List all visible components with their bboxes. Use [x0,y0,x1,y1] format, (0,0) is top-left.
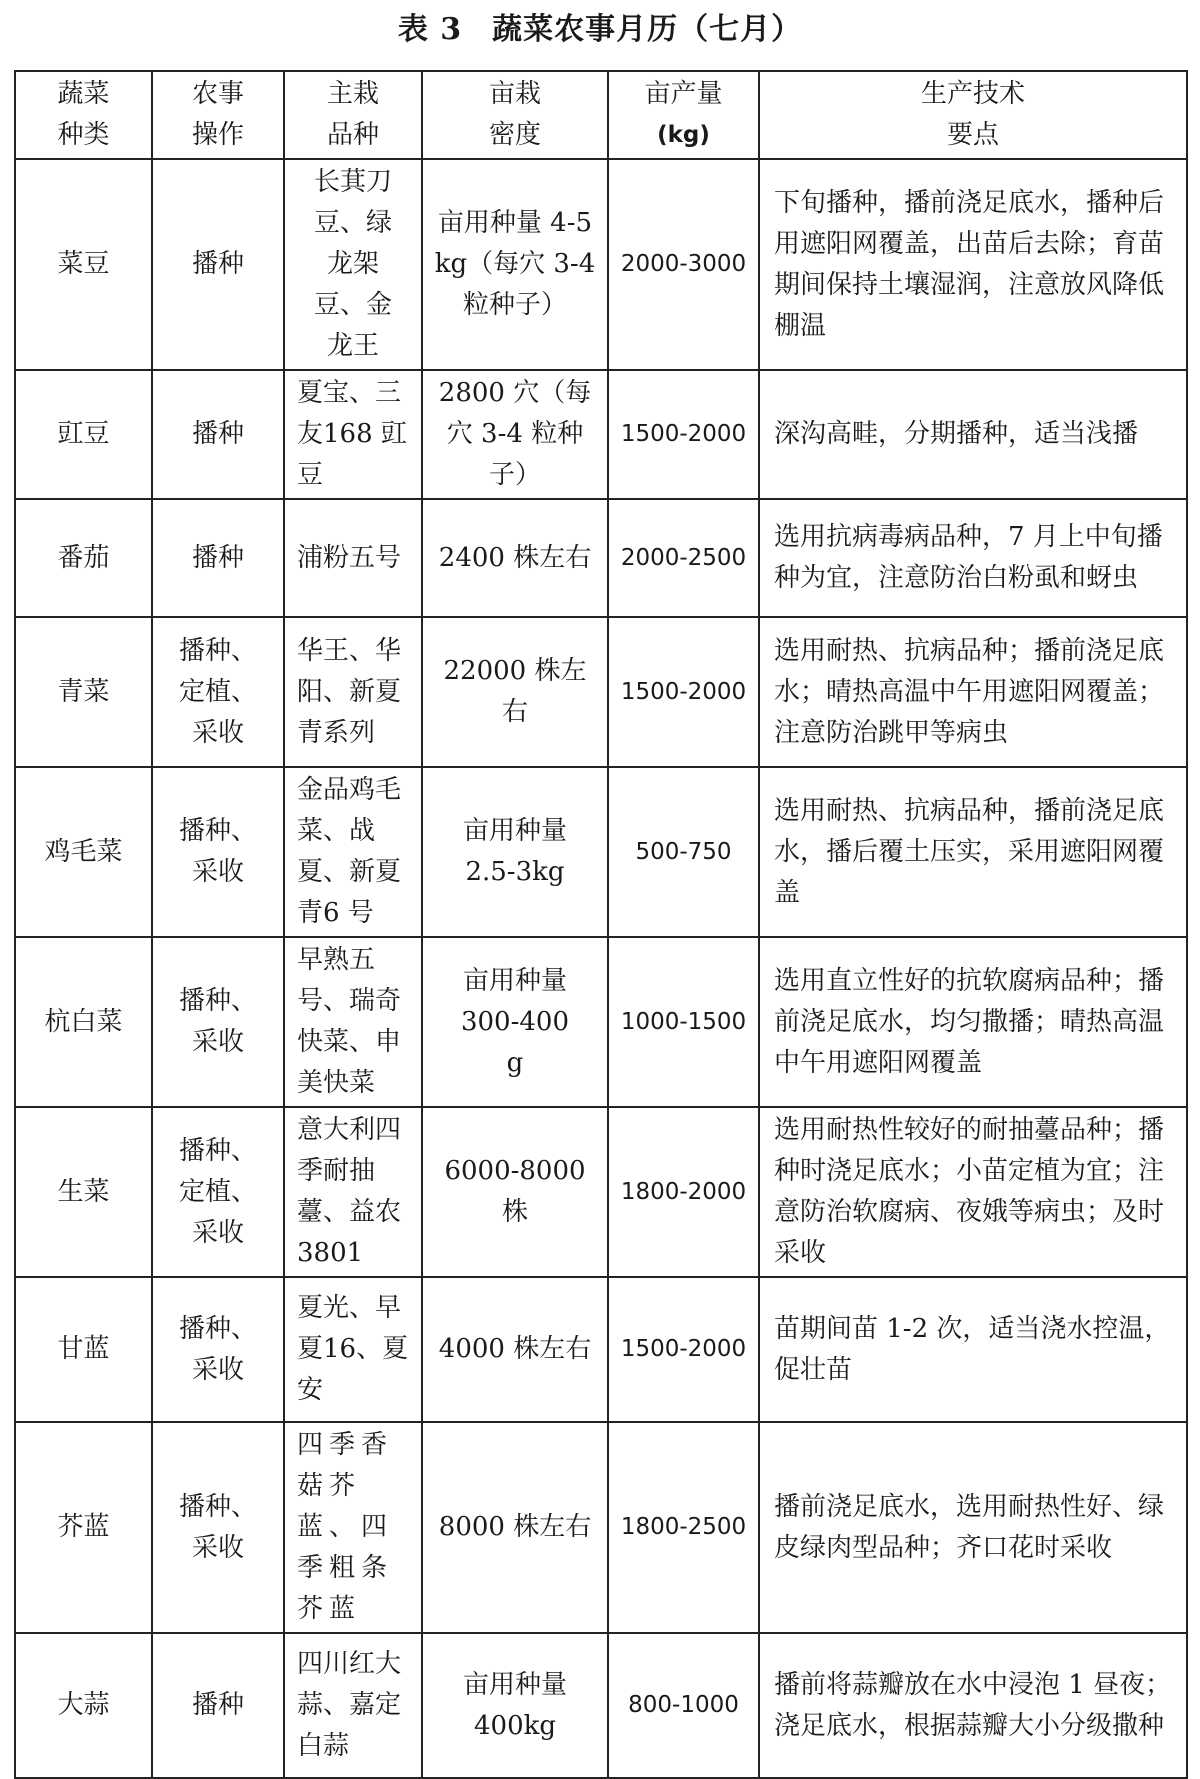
cell-type: 大蒜 [15,1633,152,1778]
cell-variety: 早熟五号、瑞奇快菜、申美快菜 [284,937,422,1107]
table-row [15,499,1187,617]
cell-variety: 四季香菇芥蓝、四季粗条芥蓝 [284,1422,422,1633]
cell-tech: 播前将蒜瓣放在水中浸泡 1 昼夜；浇足底水，根据蒜瓣大小分级撒种 [759,1633,1187,1778]
header-tech-line2: 要点 [946,120,999,150]
cell-operation: 播种、采收 [152,1277,284,1422]
table-row [15,1107,1187,1277]
cell-density: 2400 株左右 [422,499,608,617]
header-yield-line1: 亩产量 [644,79,723,109]
header-variety-line2: 品种 [326,120,379,150]
cell-density: 22000 株左右 [422,617,608,767]
farming-calendar-table [14,70,1188,1779]
cell-yield: 500-750 [608,767,759,937]
table-row [15,370,1187,499]
cell-operation: 播种、采收 [152,1422,284,1633]
cell-operation: 播种、定植、采收 [152,617,284,767]
cell-type: 杭白菜 [15,937,152,1107]
table-row [15,617,1187,767]
header-yield [608,71,759,159]
table-row [15,159,1187,370]
cell-yield: 2000-2500 [608,499,759,617]
cell-yield: 1800-2500 [608,1422,759,1633]
cell-variety: 四川红大蒜、嘉定白蒜 [284,1633,422,1778]
header-tech [759,71,1187,159]
header-operation-line1: 农事 [191,79,244,109]
cell-density: 亩用种量 400kg [422,1633,608,1778]
cell-variety: 意大利四季耐抽薹、益农3801 [284,1107,422,1277]
cell-density: 亩用种量 2.5-3kg [422,767,608,937]
cell-yield: 1800-2000 [608,1107,759,1277]
header-density [422,71,608,159]
cell-tech: 深沟高畦，分期播种，适当浅播 [759,370,1187,499]
cell-variety: 浦粉五号 [284,499,422,617]
header-variety [284,71,422,159]
cell-yield: 1500-2000 [608,1277,759,1422]
header-yield-line2: (kg) [657,122,710,148]
header-operation-line2: 操作 [191,120,244,150]
cell-variety: 金品鸡毛菜、战夏、新夏青6 号 [284,767,422,937]
cell-type: 菜豆 [15,159,152,370]
cell-tech: 选用抗病毒病品种，7 月上中旬播种为宜，注意防治白粉虱和蚜虫 [759,499,1187,617]
cell-tech: 选用直立性好的抗软腐病品种；播前浇足底水，均匀撒播；晴热高温中午用遮阳网覆盖 [759,937,1187,1107]
table-row [15,1633,1187,1778]
cell-type: 青菜 [15,617,152,767]
header-row [15,71,1187,159]
header-vegetable-type-line1: 蔬菜 [57,79,110,109]
header-density-line1: 亩栽 [488,79,541,109]
cell-operation: 播种、采收 [152,937,284,1107]
cell-tech: 下旬播种，播前浇足底水，播种后用遮阳网覆盖，出苗后去除；育苗期间保持土壤湿润，注意放风降低棚温 [759,159,1187,370]
cell-operation: 播种、定植、采收 [152,1107,284,1277]
cell-type: 生菜 [15,1107,152,1277]
cell-tech: 选用耐热性较好的耐抽薹品种；播种时浇足底水；小苗定植为宜；注意防治软腐病、夜娥等病虫；及时采收 [759,1107,1187,1277]
cell-yield: 1500-2000 [608,617,759,767]
cell-operation: 播种 [152,159,284,370]
cell-yield: 2000-3000 [608,159,759,370]
cell-type: 甘蓝 [15,1277,152,1422]
cell-tech: 苗期间苗 1-2 次，适当浇水控温，促壮苗 [759,1277,1187,1422]
cell-variety: 夏光、早夏16、夏安 [284,1277,422,1422]
table-row [15,1277,1187,1422]
table-number: 表 3 [397,12,463,47]
cell-yield: 1000-1500 [608,937,759,1107]
cell-density: 6000-8000 株 [422,1107,608,1277]
cell-variety: 长萁刀豆、绿龙架豆、金龙王 [284,159,422,370]
cell-operation: 播种 [152,370,284,499]
table-title [0,8,1200,52]
cell-yield: 800-1000 [608,1633,759,1778]
cell-operation: 播种 [152,1633,284,1778]
cell-tech: 选用耐热、抗病品种；播前浇足底水；晴热高温中午用遮阳网覆盖；注意防治跳甲等病虫 [759,617,1187,767]
cell-density: 亩用种量 300-400g [422,937,608,1107]
header-tech-line1: 生产技术 [920,79,1025,109]
table-row [15,1422,1187,1633]
cell-tech: 播前浇足底水，选用耐热性好、绿皮绿肉型品种；齐口花时采收 [759,1422,1187,1633]
header-vegetable-type-line2: 种类 [57,120,110,150]
cell-density: 4000 株左右 [422,1277,608,1422]
table-row [15,767,1187,937]
header-vegetable-type [15,71,152,159]
cell-type: 豇豆 [15,370,152,499]
cell-density: 2800 穴（每穴 3-4 粒种子） [422,370,608,499]
cell-variety: 华王、华阳、新夏青系列 [284,617,422,767]
cell-yield: 1500-2000 [608,370,759,499]
cell-operation: 播种 [152,499,284,617]
cell-tech: 选用耐热、抗病品种，播前浇足底水，播后覆土压实，采用遮阳网覆盖 [759,767,1187,937]
header-operation [152,71,284,159]
header-variety-line1: 主栽 [326,79,379,109]
cell-density: 8000 株左右 [422,1422,608,1633]
cell-type: 芥蓝 [15,1422,152,1633]
table-row [15,937,1187,1107]
table-title-text: 蔬菜农事月历（七月） [492,12,803,47]
cell-density: 亩用种量 4-5kg（每穴 3-4 粒种子） [422,159,608,370]
cell-operation: 播种、采收 [152,767,284,937]
cell-variety: 夏宝、三友168 豇豆 [284,370,422,499]
cell-type: 番茄 [15,499,152,617]
header-density-line2: 密度 [488,120,541,150]
cell-type: 鸡毛菜 [15,767,152,937]
